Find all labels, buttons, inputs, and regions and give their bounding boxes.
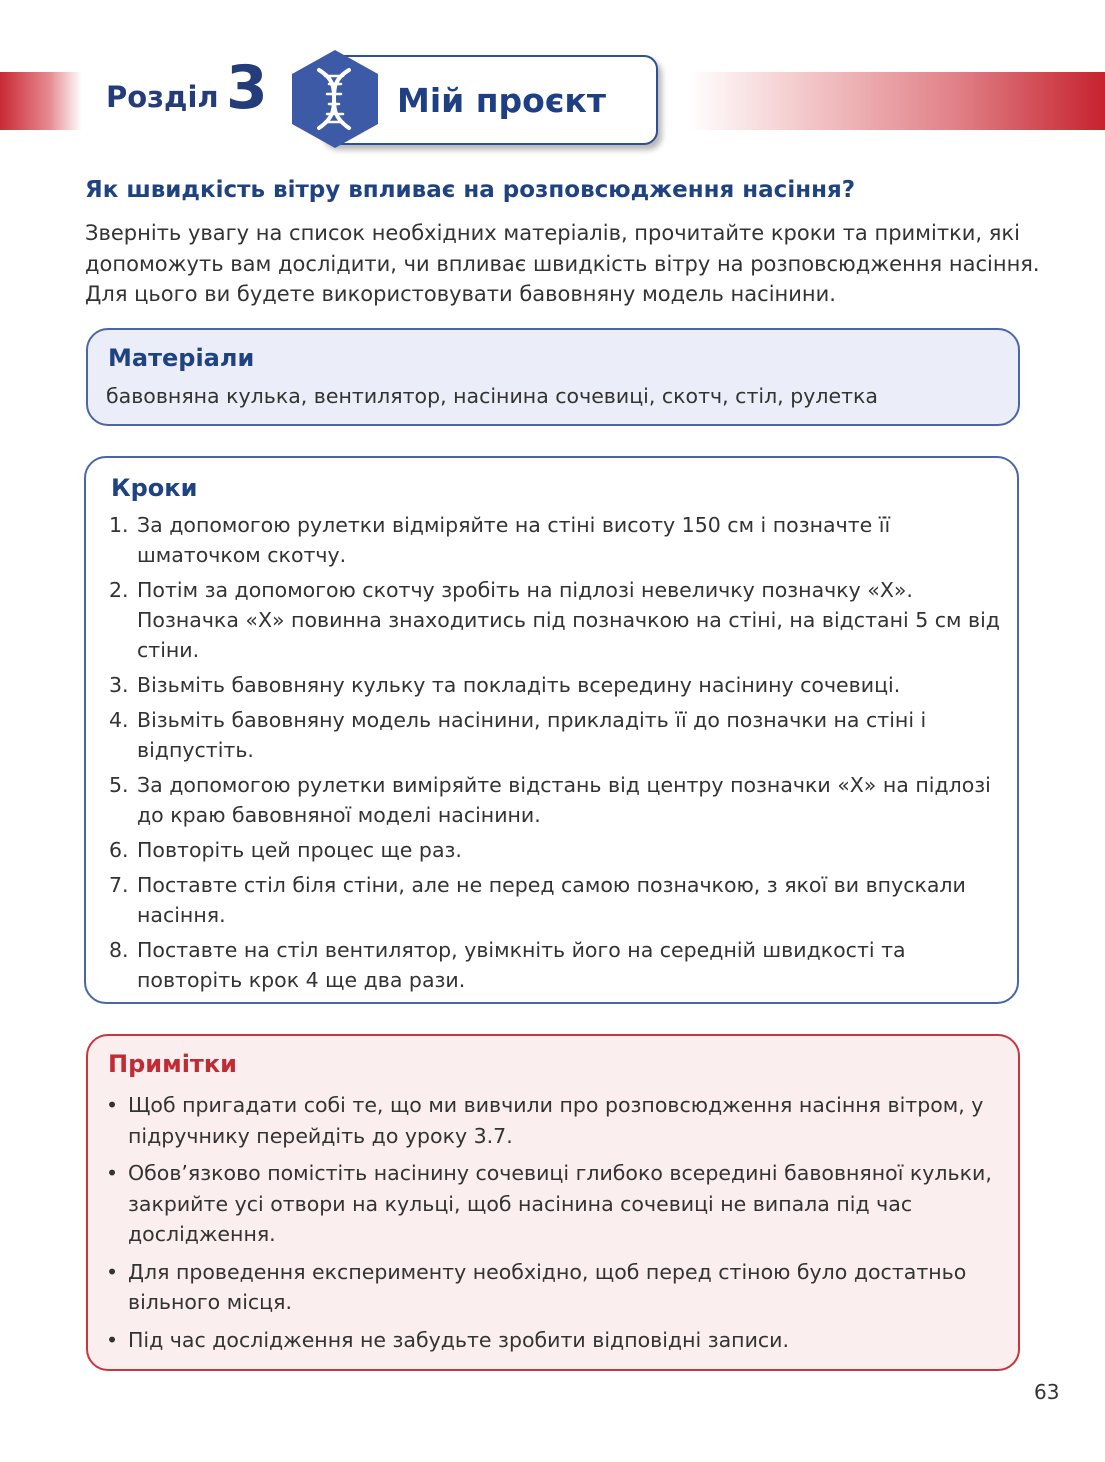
materials-title: Матеріали (108, 344, 255, 372)
bullet-icon: • (106, 1327, 119, 1352)
note-text: Для проведення експерименту необхідно, щоб перед стіною було достатньо вільного місця. (128, 1259, 967, 1314)
note-text: Під час дослідження не забудьте зробити відповідні записи. (128, 1327, 790, 1352)
step-item (109, 870, 1004, 930)
step-number: 3. (109, 673, 129, 697)
step-text: За допомогою рулетки відміряйте на стіні висоту 150 см і позначте її шматочком скотчу. (137, 513, 891, 567)
intro-paragraph: Зверніть увагу на список необхідних матеріалів, прочитайте кроки та примітки, які допоможуть вам дослідити, чи впливає швидкість вітру на розповсюдження насіння. Для цього ви будете використовувати бавовняну модель насінини. (85, 221, 1040, 306)
notes-list (106, 1090, 996, 1362)
notes-box (86, 1034, 1020, 1371)
note-text: Обов’язково помістіть насінину сочевиці глибоко всередині бавовняної кульки, закрийте усі отвори на кульці, щоб насінина сочевиці не випала під час дослідження. (128, 1161, 992, 1246)
step-number: 5. (109, 773, 129, 797)
step-number: 7. (109, 873, 129, 897)
question-heading: Як швидкість вітру впливає на розповсюдження насіння? (85, 177, 856, 203)
step-number: 6. (109, 838, 129, 862)
step-item (109, 510, 1004, 570)
step-item (109, 935, 1004, 995)
header-band-right (688, 72, 1105, 130)
step-number: 8. (109, 938, 129, 962)
dna-icon (289, 48, 381, 150)
section-number: 3 (226, 53, 268, 123)
step-number: 4. (109, 708, 129, 732)
materials-text: бавовняна кулька, вентилятор, насінина сочевиці, скотч, стіл, рулетка (106, 384, 878, 408)
step-text: Поставте стіл біля стіни, але не перед самою позначкою, з якої ви впускали насіння. (137, 873, 966, 927)
materials-box (86, 328, 1020, 426)
step-text: Повторіть цей процес ще раз. (137, 838, 462, 862)
step-item (109, 575, 1004, 665)
note-text: Щоб пригадати собі те, що ми вивчили про розповсюдження насіння вітром, у підручнику перейдіть до уроку 3.7. (128, 1093, 984, 1148)
page-number: 63 (1034, 1380, 1060, 1404)
bullet-icon: • (106, 1093, 119, 1117)
step-text: Візьміть бавовняну модель насінини, прикладіть її до позначки на стіні і відпустіть. (137, 708, 927, 762)
step-number: 2. (109, 578, 129, 602)
bullet-icon: • (106, 1161, 119, 1185)
step-item (109, 705, 1004, 765)
step-item (109, 770, 1004, 830)
step-text: Поставте на стіл вентилятор, увімкніть його на середній швидкості та повторіть крок 4 ще два рази. (137, 938, 906, 992)
step-number: 1. (109, 513, 129, 537)
note-item (106, 1158, 996, 1250)
section-label: Розділ (106, 80, 219, 114)
note-item (106, 1090, 996, 1151)
notes-title: Примітки (108, 1050, 237, 1078)
step-text: Візьміть бавовняну кульку та покладіть всередину насінину сочевиці. (137, 673, 901, 697)
step-item (109, 835, 1004, 865)
project-title: Мій проєкт (397, 81, 606, 120)
bullet-icon: • (106, 1259, 119, 1284)
step-text: За допомогою рулетки виміряйте відстань від центру позначки «Х» на підлозі до краю бавовняної моделі насінини. (137, 773, 991, 827)
steps-list (109, 510, 1004, 1000)
steps-box (84, 456, 1019, 1004)
step-text: Потім за допомогою скотчу зробіть на підлозі невеличку позначку «Х». Позначка «Х» повинна знаходитись під позначкою на стіні, на відстані 5 см від стіни. (137, 578, 1000, 662)
header-band-left (0, 72, 82, 130)
steps-title: Кроки (111, 474, 198, 502)
note-item (106, 1325, 996, 1356)
step-item (109, 670, 1004, 700)
note-item (106, 1257, 996, 1318)
